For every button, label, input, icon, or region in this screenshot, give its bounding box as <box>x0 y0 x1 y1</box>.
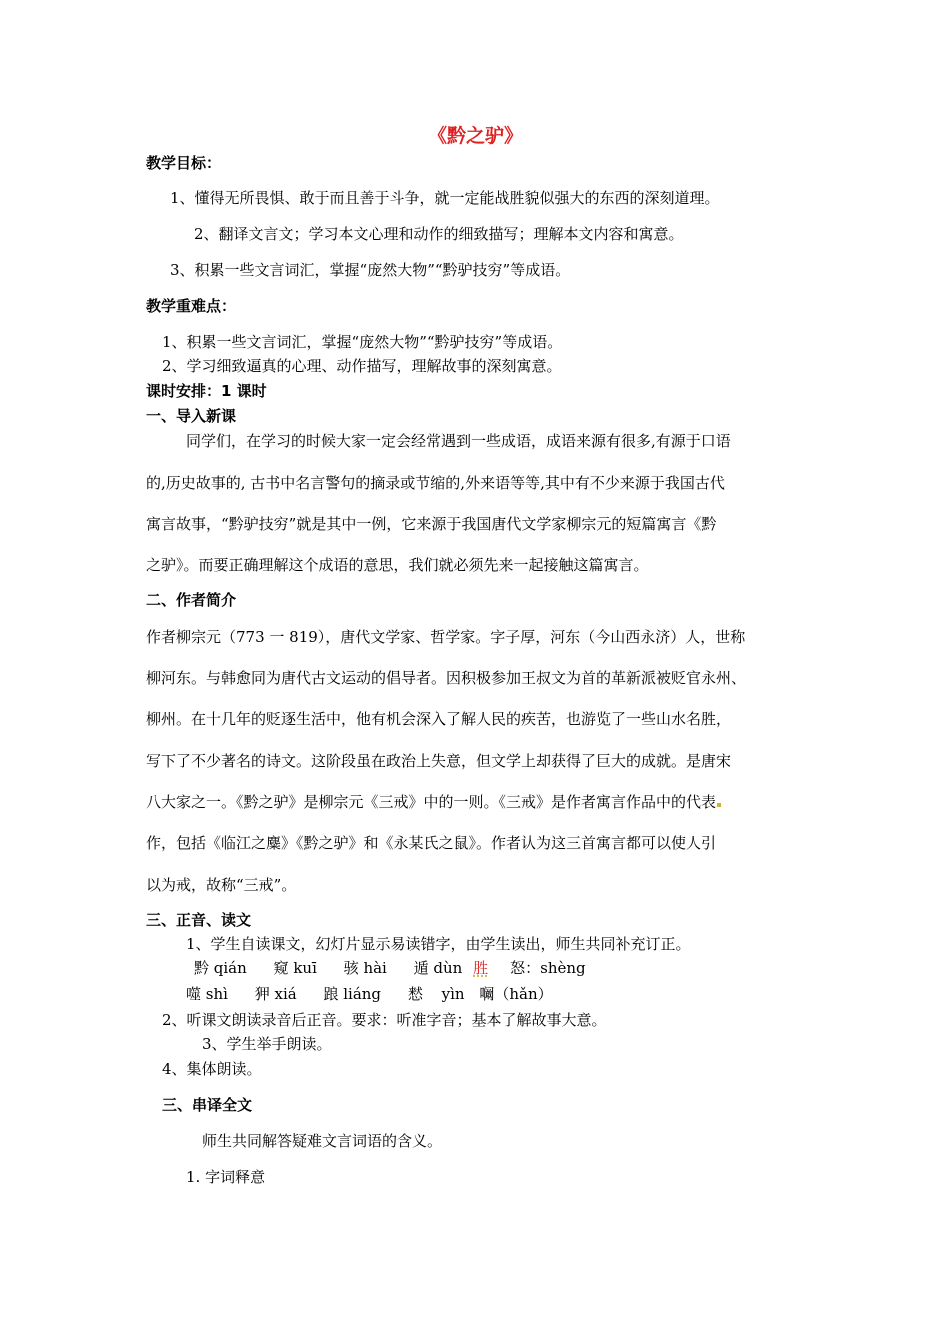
section1-paragraph-line: 寓言故事，“黔驴技穷”就是其中一例，它来源于我国唐代文学家柳宗元的短篇寓言《黔 <box>146 515 717 533</box>
document-title: 《黔之驴》 <box>428 125 524 147</box>
section2-paragraph-line: 作者柳宗元（773 一 819），唐代文学家、哲学家。字子厚，河东（今山西永济）人，世称 <box>146 628 746 646</box>
section2-paragraph-line <box>146 792 721 812</box>
section4-line: 1. 字词释意 <box>186 1168 266 1186</box>
pinyin-entry: 噬 shì <box>186 985 228 1003</box>
section2-paragraph-line: 柳河东。与韩愈同为唐代古文运动的倡导者。因积极参加王叔文为首的革新派被贬官永州、 <box>146 669 747 687</box>
section2-paragraph-line: 写下了不少著名的诗文。这阶段虽在政治上失意，但文学上却获得了巨大的成就。是唐宋 <box>146 752 732 770</box>
section1-paragraph-line: 之驴》。而要正确理解这个成语的意思，我们就必须先来一起接触这篇寓言。 <box>146 556 649 574</box>
keypoint-item: 1、积累一些文言词汇，掌握“庞然大物”“黔驴技穷”等成语。 <box>162 333 563 351</box>
pinyin-entry: 遁 dùn <box>413 959 463 977</box>
schedule: 课时安排：1 课时 <box>146 382 267 400</box>
pinyin-entry: 㘎（hǎn） <box>479 985 553 1003</box>
pinyin-row <box>194 958 608 978</box>
section2-heading: 二、作者简介 <box>146 591 237 609</box>
section3-step: 2、听课文朗读录音后正音。要求：听准字音；基本了解故事大意。 <box>162 1011 607 1029</box>
keypoint-item: 2、学习细致逼真的心理、动作描写，理解故事的深刻寓意。 <box>162 357 562 375</box>
pinyin-entry: 黔 qián <box>194 959 247 977</box>
section2-paragraph-line: 以为戒，故称“三戒”。 <box>146 876 297 894</box>
pinyin-entry: 慭 <box>407 985 423 1003</box>
section4-heading: 三、串译全文 <box>162 1096 253 1114</box>
pinyin-entry: yìn <box>441 985 465 1003</box>
goal-item: 2、翻译文言文；学习本文心理和动作的细致描写；理解本文内容和寓意。 <box>194 225 684 243</box>
goals-heading: 教学目标： <box>146 154 222 172</box>
pinyin-entry: 狎 xiá <box>254 985 297 1003</box>
pinyin-entry: 骇 hài <box>343 959 387 977</box>
pinyin-row <box>186 984 575 1004</box>
section2-paragraph-line: 作，包括《临江之麋》《黔之驴》和《永某氏之鼠》。作者认为这三首寓言都可以使人引 <box>146 834 717 852</box>
section3-step: 4、集体朗读。 <box>162 1060 262 1078</box>
section3-heading: 三、正音、读文 <box>146 911 252 929</box>
keypoints-heading: 教学重难点： <box>146 297 237 315</box>
goal-item: 3、积累一些文言词汇，掌握“庞然大物”“黔驴技穷”等成语。 <box>170 261 571 279</box>
pinyin-entry: 窥 kuī <box>273 959 317 977</box>
section3-step: 3、学生举手朗读。 <box>202 1035 332 1053</box>
pinyin-entry: 踉 liáng <box>323 985 382 1003</box>
section1-heading: 一、导入新课 <box>146 407 237 425</box>
section1-paragraph-line: 的,历史故事的, 古书中名言警句的摘录或节缩的,外来语等等,其中有不少来源于我国古代 <box>146 474 725 492</box>
marker-dot <box>717 803 721 807</box>
section3-step: 1、学生自读课文，幻灯片显示易读错字，由学生读出，师生共同补充订正。 <box>186 935 691 953</box>
section4-line: 师生共同解答疑难文言词语的含义。 <box>202 1132 443 1150</box>
section2-paragraph-line: 柳州。在十几年的贬逐生活中，他有机会深入了解人民的疾苦，也游览了一些山水名胜， <box>146 710 732 728</box>
highlighted-char: 胜 <box>473 959 489 977</box>
section1-paragraph-line: 同学们，在学习的时候大家一定会经常遇到一些成语，成语来源有很多,有源于口语 <box>186 432 731 450</box>
pinyin-entry-highlight: 胜 怒：shèng <box>473 959 586 977</box>
section2-line-text: 八大家之一。《黔之驴》是柳宗元《三戒》中的一则。《三戒》是作者寓言作品中的代表 <box>146 793 717 811</box>
goal-item: 1、懂得无所畏惧、敢于而且善于斗争，就一定能战胜貌似强大的东西的深刻道理。 <box>170 189 720 207</box>
